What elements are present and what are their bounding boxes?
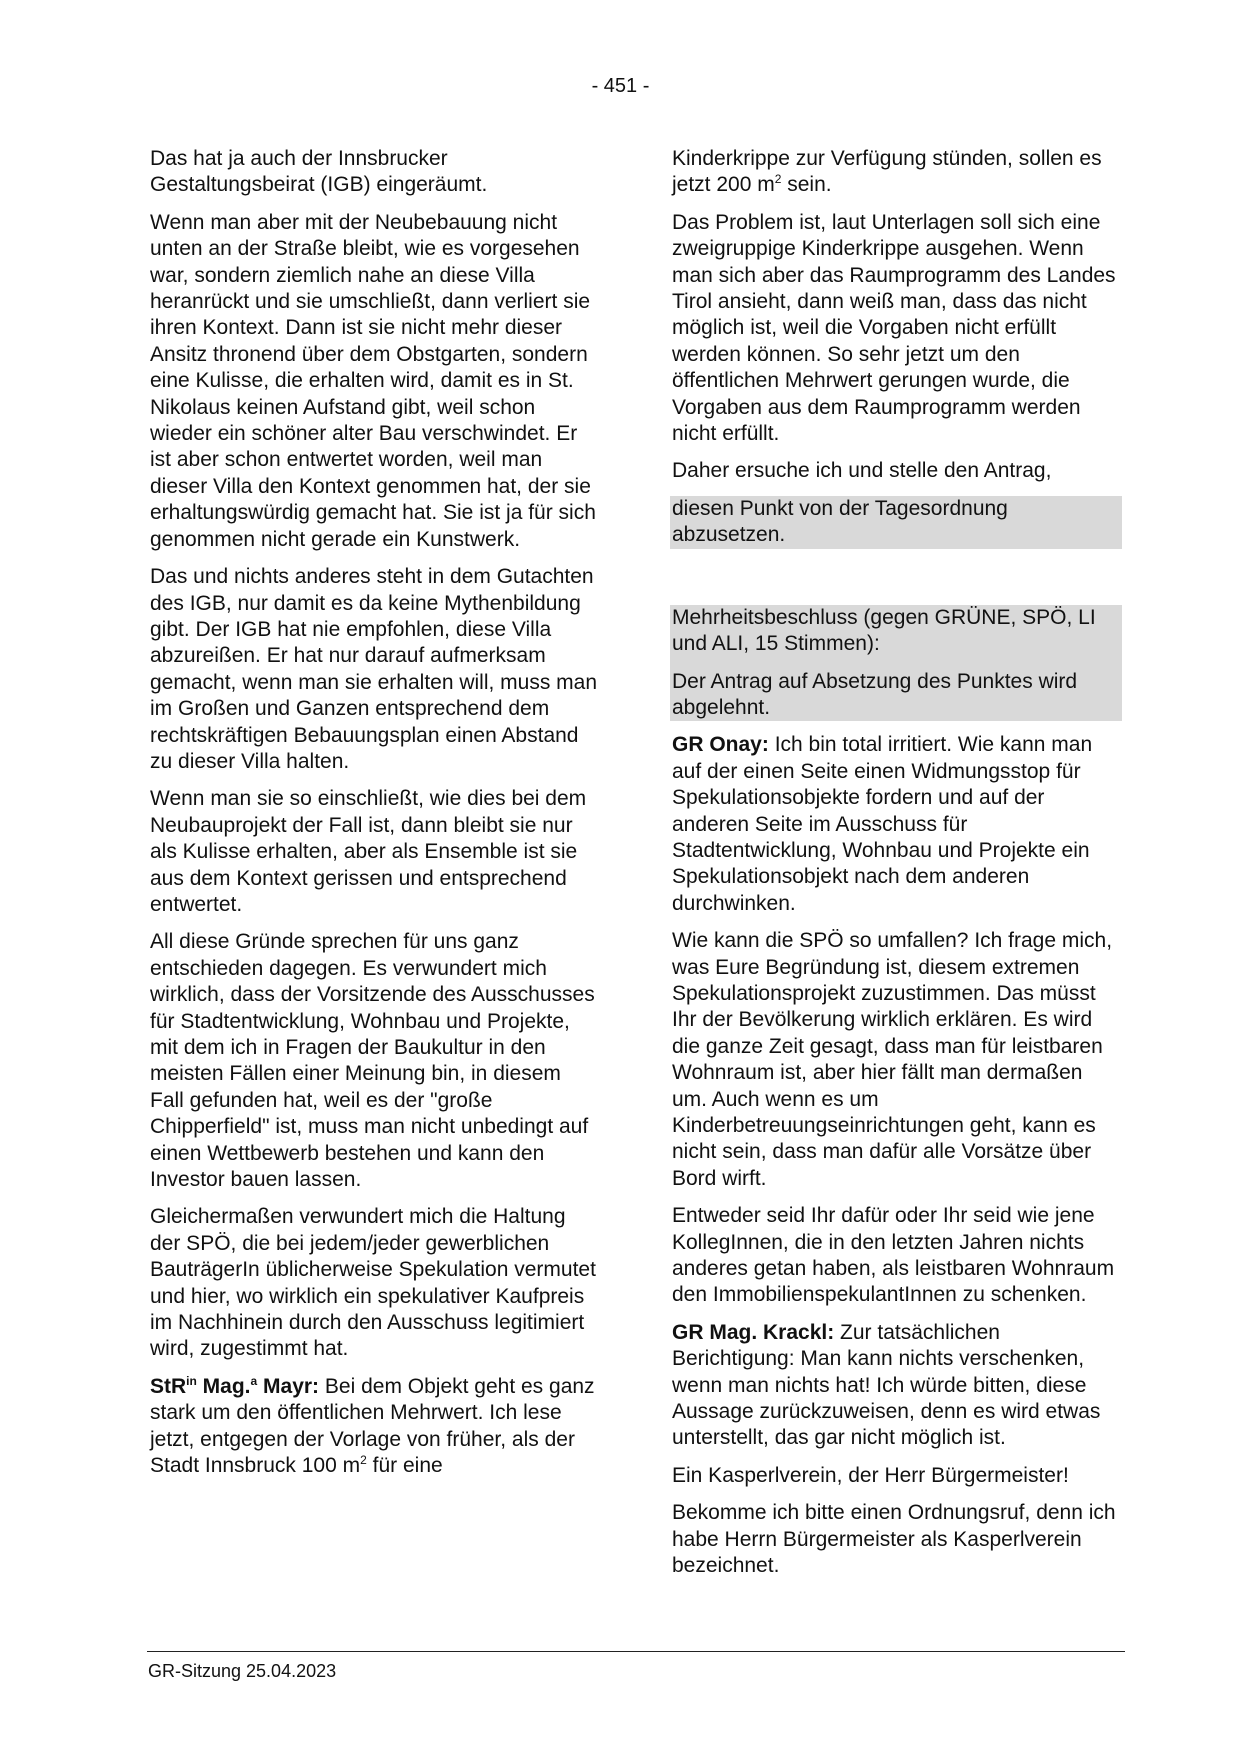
paragraph: Wenn man aber mit der Neubebauung nicht unten an der Straße bleibt, wie es vorgesehen war, sondern ziemlich nahe an diese Villa heranrückt und sie umschließt, dann verliert sie ihren Kontext. Dann ist sie nicht mehr dieser Ansitz thronend über dem Obstgarten, sondern eine Kulisse, die erhalten wird, damit es in St. Nikolaus keinen Aufstand gibt, weil schon wieder ein schöner alter Bau verschwindet. Er ist aber schon entwertet worden, weil man dieser Villa den Kontext genommen hat, der sie erhaltungswürdig gemacht hat. Sie ist ja für sich genommen nicht gerade ein Kunstwerk. [150, 210, 596, 551]
spacer [670, 560, 1122, 605]
paragraph: Wie kann die SPÖ so umfallen? Ich frage mich, was Eure Begründung ist, diesem extremen Spekulationsprojekt zuzustimmen. Das müsst Ihr der Bevölkerung wirklich erklären. Es wird die ganze Zeit gesagt, dass man für leistbaren Wohnraum ist, aber hier fällt man dermaßen um. Auch wenn es um Kinderbetreuungseinrichtungen geht, kann es nicht sein, dass man dafür alle Vorsätze über Bord wirft. [672, 929, 1113, 1190]
page-number: - 451 - [591, 75, 650, 97]
footer-session-date: GR-Sitzung 25.04.2023 [148, 1661, 337, 1681]
paragraph: Wenn man sie so einschließt, wie dies bei dem Neubauprojekt der Fall ist, dann bleibt sie nur als Kulisse erhalten, aber als Ensemble ist sie aus dem Kontext gerissen und entsprechend entwertet. [150, 787, 587, 916]
resolution-outcome: Der Antrag auf Absetzung des Punktes wird abgelehnt. [670, 669, 1122, 722]
paragraph: Das und nichts anderes steht in dem Gutachten des IGB, nur damit es da keine Mythenbildung gibt. Der IGB hat nie empfohlen, diese Villa abzureißen. Er hat nur darauf aufmerksam gemacht, wenn man sie erhalten will, muss man im Großen und Ganzen entsprechend dem rechtskräftigen Bebauungsplan einen Abstand zu dieser Villa halten. [150, 565, 598, 773]
speech-mayr: StR$^{in}$ Mag.$^a$ Mayr: Bei dem Objekt geht es ganz stark um den öffentlichen Mehrwert. Ich lese jetzt, entgegen der Vorlage von früher, als der Stadt Innsbruck 100 $m^2$ für eine [150, 1373, 595, 1478]
paragraph: Das Problem ist, laut Unterlagen soll sich eine zweigruppige Kinderkrippe ausgehen. Wenn man sich aber das Raumprogramm des Landes Tirol ansieht, dann weiß man, dass das nicht möglich ist, weil die Vorgaben nicht erfüllt werden können. So sehr jetzt um den öffentlichen Mehrwert gerungen wurde, die Vorgaben aus dem Raumprogramm werden nicht erfüllt. [672, 210, 1116, 446]
speech-krackl: GR Mag. Krackl: Zur tatsächlichen Berichtigung: Man kann nichts verschenken, wenn man nichts hat! Ich würde bitten, diese Aussage zurückzuweisen, denn es wird etwas unterstellt, das gar nicht möglich ist. [672, 1320, 1101, 1450]
paragraph: Gleichermaßen verwundert mich die Haltung der SPÖ, die bei jedem/jeder gewerblichen BauträgerIn üblicherweise Spekulation vermutet und hier, wo wirklich ein spekulativer Kaufpreis im Nachhinein durch den Ausschuss legitimiert wird, zugestimmt hat. [150, 1205, 596, 1361]
speaker-name: StR$^{in}$ Mag.$^a$ Mayr: [150, 1373, 320, 1398]
speaker-name: GR Mag. Krackl: [672, 1320, 835, 1344]
paragraph: Bekomme ich bitte einen Ordnungsruf, denn ich habe Herrn Bürgermeister als Kasperlverein bezeichnet. [672, 1501, 1116, 1578]
paragraph: All diese Gründe sprechen für uns ganz entschieden dagegen. Es verwundert mich wirklich, dass der Vorsitzende des Ausschusses für Stadtentwicklung, Wohnbau und Projekte, mit dem ich in Fragen der Baukultur in den meisten Fällen einer Meinung bin, in diesem Fall gefunden hat, weil es der "große Chipperfield" ist, muss man nicht unbedingt auf einen Wettbewerb bestehen und kann den Investor bauen lassen. [150, 930, 595, 1192]
motion-text: diesen Punkt von der Tagesordnung abzusetzen. [670, 496, 1122, 549]
speech-onay: GR Onay: Ich bin total irritiert. Wie kann man auf der einen Seite einen Widmungsstop für Spekulationsobjekte fordern und auf der anderen Seite im Ausschuss für Stadtentwicklung, Wohnbau und Projekte ein Spekulationsobjekt nach dem anderen durchwinken. [672, 733, 1093, 915]
paragraph: Entweder seid Ihr dafür oder Ihr seid wie jene KollegInnen, die in den letzten Jahren nichts anderes getan haben, als leistbaren Wohnraum den ImmobilienspekulantInnen zu schenken. [672, 1204, 1115, 1307]
left-column [148, 146, 600, 1491]
resolution-result: Mehrheitsbeschluss (gegen GRÜNE, SPÖ, LI und ALI, 15 Stimmen): [670, 605, 1122, 669]
right-column [670, 146, 1122, 1591]
paragraph: Ein Kasperlverein, der Herr Bürgermeister! [672, 1463, 1069, 1487]
footer-divider [147, 1651, 1125, 1652]
speaker-name: GR Onay: [672, 733, 769, 757]
paragraph: Kinderkrippe zur Verfügung stünden, sollen es jetzt 200 $m^2$ sein. [672, 147, 1102, 197]
paragraph: Das hat ja auch der Innsbrucker Gestaltungsbeirat (IGB) eingeräumt. [150, 147, 488, 197]
paragraph: Daher ersuche ich und stelle den Antrag, [672, 459, 1052, 483]
